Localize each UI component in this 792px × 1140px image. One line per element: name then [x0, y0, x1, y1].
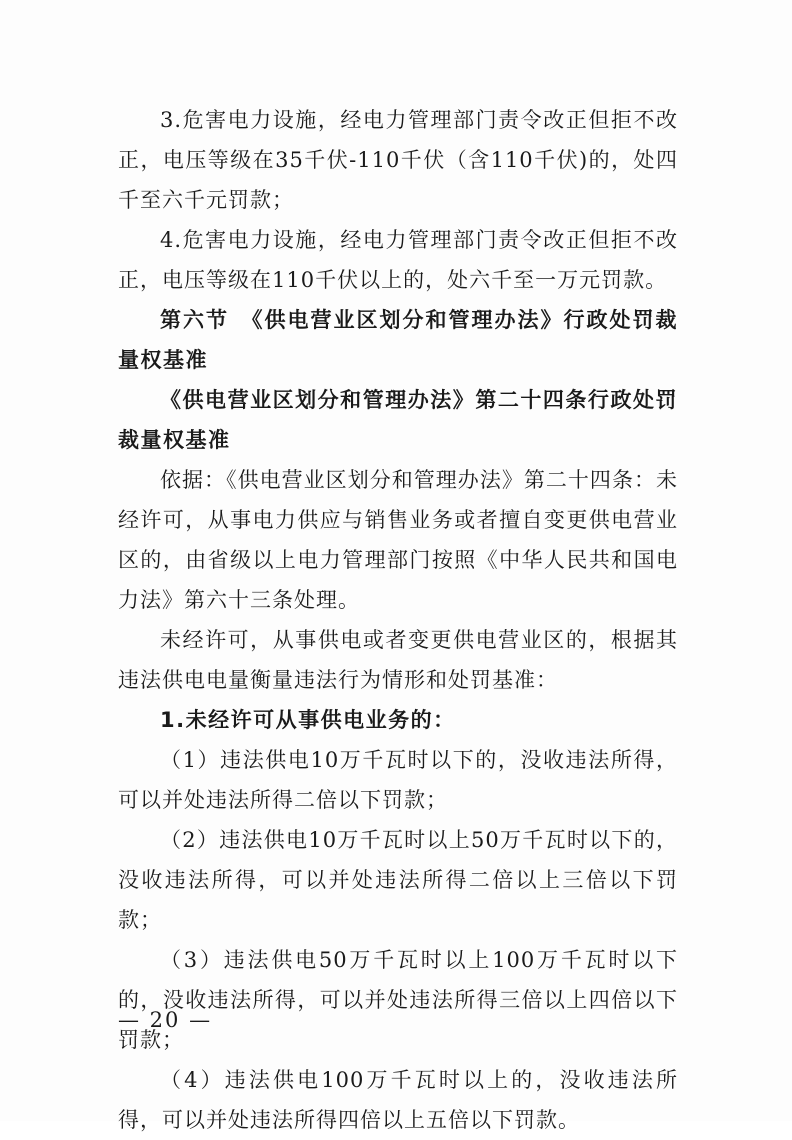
penalty-item-1: （1）违法供电10万千瓦时以下的，没收违法所得，可以并处违法所得二倍以下罚款；: [118, 748, 678, 812]
paragraph-item-3: 3.危害电力设施，经电力管理部门责令改正但拒不改正，电压等级在35千伏-110千伏（含110千伏)的，处四千至六千元罚款；: [118, 108, 678, 212]
document-body: [118, 100, 678, 1140]
penalty-item-2: （2）违法供电10万千瓦时以上50万千瓦时以下的，没收违法所得，可以并处违法所得二倍以上三倍以下罚款；: [118, 828, 678, 932]
subsection-heading: 《供电营业区划分和管理办法》第二十四条行政处罚裁量权基准: [118, 388, 678, 452]
section-heading: 第六节 《供电营业区划分和管理办法》行政处罚裁量权基准: [118, 308, 678, 372]
penalty-item-3: （3）违法供电50万千瓦时以上100万千瓦时以下的，没收违法所得，可以并处违法所得三倍以上四倍以下罚款；: [118, 948, 678, 1052]
page-number: — 20 —: [118, 1008, 213, 1032]
penalty-item-4: （4）违法供电100万千瓦时以上的，没收违法所得，可以并处违法所得四倍以上五倍以下罚款。: [118, 1068, 678, 1132]
list-heading: 1.未经许可从事供电业务的：: [160, 708, 456, 732]
legal-basis-paragraph: 依据：《供电营业区划分和管理办法》第二十四条：未经许可，从事电力供应与销售业务或者擅自变更供电营业区的，由省级以上电力管理部门按照《中华人民共和国电力法》第六十三条处理。: [118, 468, 678, 612]
criteria-intro-paragraph: 未经许可，从事供电或者变更供电营业区的，根据其违法供电电量衡量违法行为情形和处罚基准：: [118, 628, 678, 692]
paragraph-item-4: 4.危害电力设施，经电力管理部门责令改正但拒不改正，电压等级在110千伏以上的，处六千至一万元罚款。: [118, 228, 678, 292]
